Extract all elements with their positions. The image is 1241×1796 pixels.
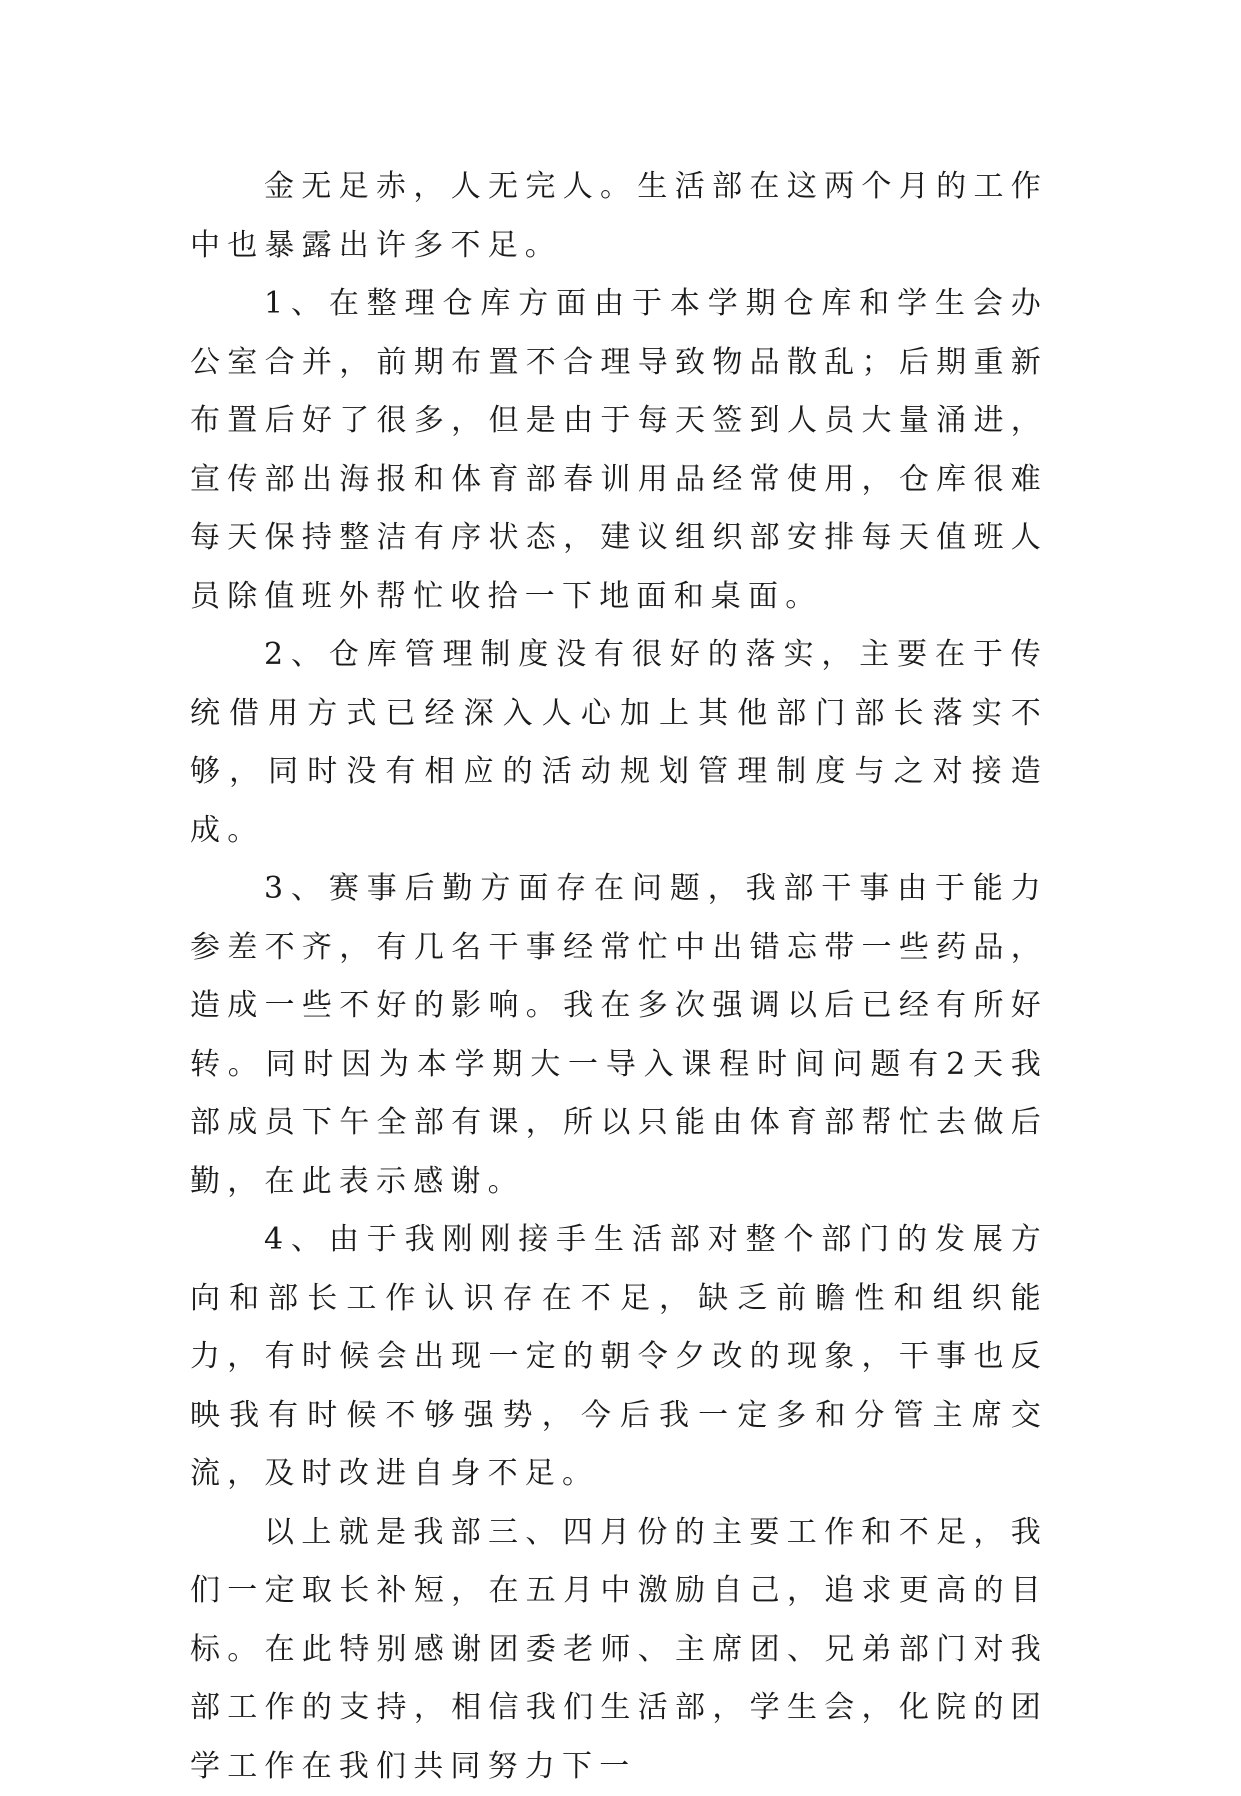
paragraph-intro: 金无足赤，人无完人。生活部在这两个月的工作中也暴露出许多不足。 bbox=[190, 158, 1048, 275]
paragraph-conclusion: 以上就是我部三、四月份的主要工作和不足，我们一定取长补短，在五月中激励自己，追求更高的目标。在此特别感谢团委老师、主席团、兄弟部门对我部工作的支持，相信我们生活部，学生会，化院的团学工作在我们共同努力下一 bbox=[190, 1504, 1048, 1796]
paragraph-item-3: 3、赛事后勤方面存在问题，我部干事由于能力参差不齐，有几名干事经常忙中出错忘带一些药品，造成一些不好的影响。我在多次强调以后已经有所好转。同时因为本学期大一导入课程时间问题有2天我部成员下午全部有课，所以只能由体育部帮忙去做后勤，在此表示感谢。 bbox=[190, 860, 1048, 1211]
paragraph-item-2: 2、仓库管理制度没有很好的落实，主要在于传统借用方式已经深入人心加上其他部门部长落实不够，同时没有相应的活动规划管理制度与之对接造成。 bbox=[190, 626, 1048, 860]
paragraph-item-4: 4、由于我刚刚接手生活部对整个部门的发展方向和部长工作认识存在不足，缺乏前瞻性和组织能力，有时候会出现一定的朝令夕改的现象，干事也反映我有时候不够强势，今后我一定多和分管主席交流，及时改进自身不足。 bbox=[190, 1211, 1048, 1504]
document-body bbox=[190, 158, 1048, 1796]
paragraph-item-1: 1、在整理仓库方面由于本学期仓库和学生会办公室合并，前期布置不合理导致物品散乱；后期重新布置后好了很多，但是由于每天签到人员大量涌进，宣传部出海报和体育部春训用品经常使用，仓库很难每天保持整洁有序状态，建议组织部安排每天值班人员除值班外帮忙收拾一下地面和桌面。 bbox=[190, 275, 1048, 626]
